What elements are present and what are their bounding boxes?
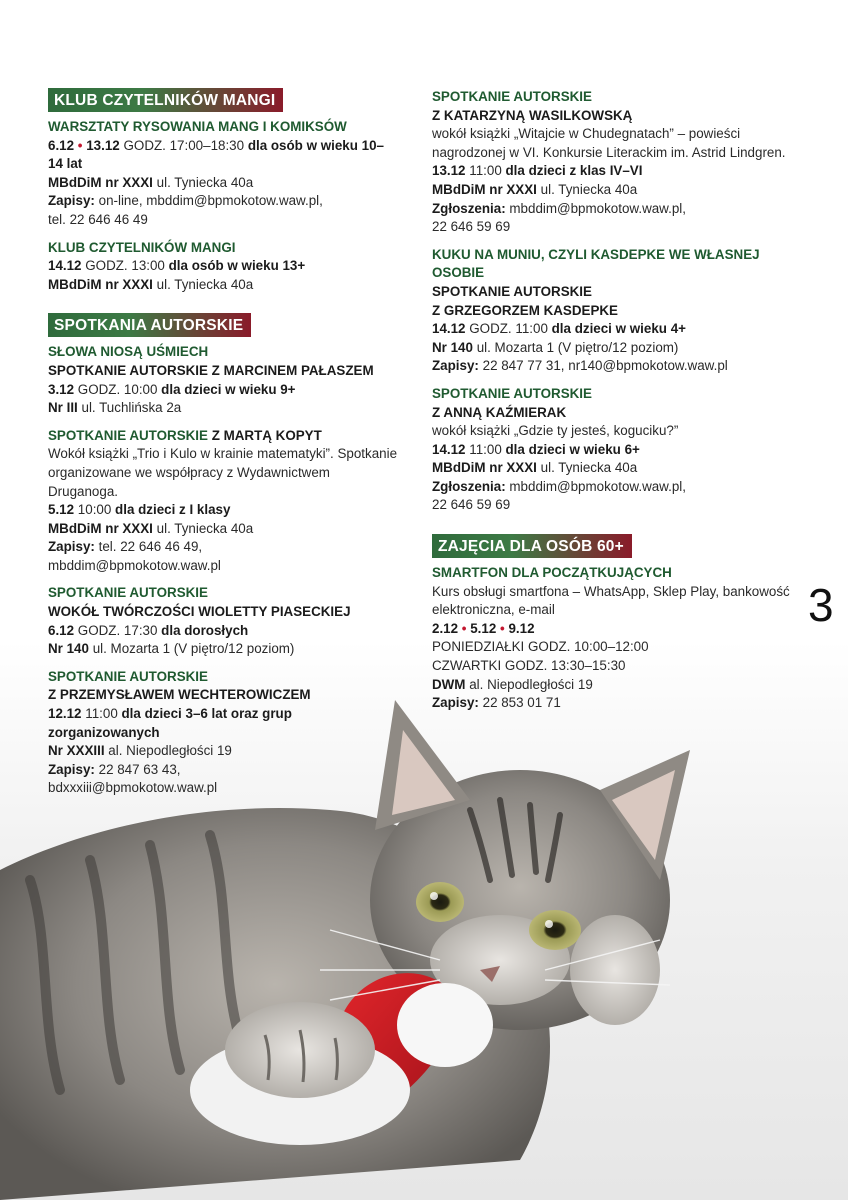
contact-phone[interactable]: 22 646 59 69 — [432, 497, 511, 513]
event-place: Nr III ul. Tuchlińska 2a — [48, 400, 182, 416]
event-audience: dla dzieci w wieku 4+ — [551, 321, 686, 337]
event-date: 2.12 • 5.12 • 9.12 — [432, 620, 535, 636]
event-contact: Zgłoszenia: mbddim@bpmokotow.waw.pl, — [432, 200, 686, 216]
event-entry — [432, 88, 792, 237]
contact-info[interactable]: 22 847 77 31, nr140@bpmokotow.waw.pl — [482, 358, 728, 374]
event-contact: Zapisy: 22 853 01 71 — [432, 695, 561, 711]
event-place: MBdDiM nr XXXI ul. Tyniecka 40a — [48, 174, 254, 190]
event-audience: dla osób w wieku 10–14 lat — [48, 137, 384, 172]
contact-email[interactable]: mbddim@bpmokotow.waw.pl, — [509, 200, 686, 216]
event-date: 14.12 GODZ. 13:00 dla osób w wieku 13+ — [48, 258, 306, 274]
event-entry — [48, 239, 398, 295]
event-place: MBdDiM nr XXXI ul. Tyniecka 40a — [48, 276, 254, 292]
event-audience: dla dzieci w wieku 6+ — [505, 441, 640, 457]
contact-phone[interactable]: 22 847 63 43, — [98, 761, 181, 777]
date-separator-dot: • — [77, 137, 83, 153]
date-separator-dot: • — [500, 620, 505, 636]
event-date: 6.12 GODZ. 17:30 dla dorosłych — [48, 622, 249, 638]
right-column — [432, 88, 792, 713]
event-contact: Zgłoszenia: mbddim@bpmokotow.waw.pl, — [432, 478, 686, 494]
event-title: KUKU NA MUNIU, CZYLI KASDEPKE WE WŁASNEJ OSOBIE — [432, 246, 760, 281]
event-date: 13.12 11:00 dla dzieci z klas IV–VI — [432, 163, 643, 179]
event-audience: dla dzieci z I klasy — [115, 502, 231, 518]
event-place: MBdDiM nr XXXI ul. Tyniecka 40a — [432, 181, 638, 197]
section-seniors — [432, 534, 792, 713]
event-date: 5.12 10:00 dla dzieci z I klasy — [48, 502, 231, 518]
event-subtitle: SPOTKANIE AUTORSKIE Z MARCINEM PAŁASZEM — [48, 362, 374, 378]
contact-phone[interactable]: tel. 22 646 46 49 — [48, 211, 148, 227]
event-description: wokół książki „Gdzie ty jesteś, koguciku?” — [432, 423, 679, 439]
event-place: Nr XXXIII al. Niepodległości 19 — [48, 743, 232, 759]
event-title: SPOTKANIE AUTORSKIE Z MARTĄ KOPYT — [48, 427, 322, 443]
event-title: SPOTKANIE AUTORSKIE — [432, 89, 592, 104]
event-audience: dla osób w wieku 13+ — [168, 258, 306, 274]
contact-phone[interactable]: 22 853 01 71 — [482, 695, 561, 711]
section-banner: SPOTKANIA AUTORSKIE — [48, 313, 251, 337]
event-entry — [48, 584, 398, 658]
event-date: 14.12 GODZ. 11:00 dla dzieci w wieku 4+ — [432, 321, 686, 337]
event-description: Kurs obsługi smartfona – WhatsApp, Sklep Play, bankowość elektroniczna, e-mail — [432, 583, 790, 618]
event-place: Nr 140 ul. Mozarta 1 (V piętro/12 poziom) — [48, 641, 295, 657]
event-title: SŁOWA NIOSĄ UŚMIECH — [48, 344, 209, 360]
section-author-meetings — [48, 313, 398, 798]
contact-phone[interactable]: tel. 22 646 46 49, — [98, 539, 203, 555]
event-description: wokół książki „Witajcie w Chudegnatach” – powieści nagrodzonej w VI. Konkursie Literackim im. Astrid Lindgren. — [432, 126, 786, 160]
event-subtitle: Z PRZEMYSŁAWEM WECHTEROWICZEM — [48, 687, 311, 703]
event-contact: Zapisy: 22 847 77 31, nr140@bpmokotow.waw.pl — [432, 358, 728, 374]
event-entry — [432, 246, 792, 376]
event-title: SPOTKANIE AUTORSKIE — [432, 385, 592, 401]
date-separator-dot: • — [461, 620, 467, 636]
left-column — [48, 88, 398, 807]
event-entry — [48, 668, 398, 798]
event-entry — [432, 385, 792, 515]
schedule-line: CZWARTKI GODZ. 13:30–15:30 — [432, 658, 626, 674]
event-place: Nr 140 ul. Mozarta 1 (V piętro/12 poziom) — [432, 339, 679, 355]
event-title: SMARTFON DLA POCZĄTKUJĄCYCH — [432, 565, 672, 581]
event-audience: dla dzieci z klas IV–VI — [505, 163, 643, 179]
schedule-line: PONIEDZIAŁKI GODZ. 10:00–12:00 — [432, 639, 649, 655]
event-audience: dla dorosłych — [161, 622, 249, 638]
event-subtitle: SPOTKANIE AUTORSKIE — [432, 283, 592, 299]
section-manga — [48, 88, 398, 294]
contact-email[interactable]: mbddim@bpmokotow.waw.pl — [48, 557, 221, 573]
contact-email[interactable]: bdxxxiii@bpmokotow.waw.pl — [48, 780, 218, 796]
event-date: 12.12 11:00 dla dzieci 3–6 lat oraz grup zorganizowanych — [48, 706, 292, 740]
event-subtitle: Z GRZEGORZEM KASDEPKE — [432, 302, 618, 318]
contact-phone[interactable]: 22 646 59 69 — [432, 219, 511, 235]
contact-email[interactable]: mbddim@bpmokotow.waw.pl, — [509, 478, 686, 494]
event-contact: Zapisy: on-line, mbddim@bpmokotow.waw.pl, — [48, 193, 323, 209]
event-contact: Zapisy: 22 847 63 43, — [48, 761, 181, 777]
event-title: SPOTKANIE AUTORSKIE — [48, 585, 208, 601]
event-entry — [48, 118, 398, 230]
event-place: DWM al. Niepodległości 19 — [432, 676, 593, 692]
event-title: WARSZTATY RYSOWANIA MANG I KOMIKSÓW — [48, 119, 347, 134]
event-date: 14.12 11:00 dla dzieci w wieku 6+ — [432, 441, 640, 457]
event-date: 6.12 • 13.12 GODZ. 17:00–18:30 dla osób w wieku 10–14 lat — [48, 137, 384, 172]
event-place: MBdDiM nr XXXI ul. Tyniecka 40a — [48, 520, 254, 536]
event-subtitle: WOKÓŁ TWÓRCZOŚCI WIOLETTY PIASECKIEJ — [48, 604, 351, 620]
event-subtitle: Z ANNĄ KAŹMIERAK — [432, 404, 567, 420]
page-number: 3 — [808, 579, 834, 631]
event-contact: Zapisy: tel. 22 646 46 49, — [48, 539, 203, 555]
event-title: SPOTKANIE AUTORSKIE — [48, 668, 208, 684]
event-title: KLUB CZYTELNIKÓW MANGI — [48, 239, 236, 255]
event-subtitle: Z KATARZYNĄ WASILKOWSKĄ — [432, 107, 633, 123]
event-description: Wokół książki „Trio i Kulo w krainie matematyki”. Spotkanie organizowane we współpracy z Wydawnictwem Druganoga. — [48, 446, 398, 499]
event-entry — [48, 427, 398, 576]
contact-email[interactable]: on-line, mbddim@bpmokotow.waw.pl, — [98, 193, 323, 209]
section-banner: ZAJĘCIA DLA OSÓB 60+ — [432, 534, 632, 558]
event-audience: dla dzieci 3–6 lat oraz grup zorganizowanych — [48, 706, 292, 740]
event-entry — [48, 343, 398, 417]
event-place: MBdDiM nr XXXI ul. Tyniecka 40a — [432, 460, 638, 476]
section-banner: KLUB CZYTELNIKÓW MANGI — [48, 88, 283, 112]
event-date: 3.12 GODZ. 10:00 dla dzieci w wieku 9+ — [48, 381, 296, 397]
event-audience: dla dzieci w wieku 9+ — [161, 381, 296, 397]
